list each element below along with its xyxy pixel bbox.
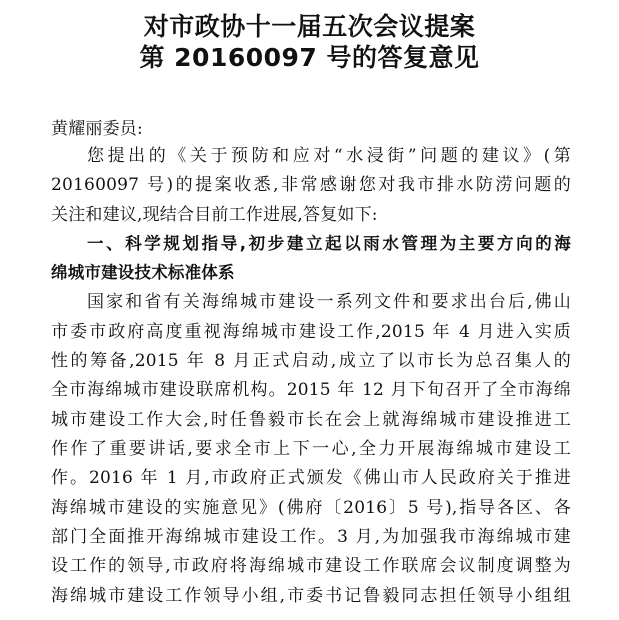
section-heading-line: 一、科学规划指导,初步建立起以雨水管理为主要方向的海 [87, 234, 571, 253]
document-title-line-1: 对市政协十一届五次会议提案 [143, 12, 476, 41]
paragraph-line: 设工作的领导,市政府将海绵城市建设工作联席会议制度调整为 [51, 556, 571, 576]
document-title-line-2: 第 20160097 号的答复意见 [139, 43, 480, 72]
paragraph-line: 国家和省有关海绵城市建设一系列文件和要求出台后,佛山 [87, 292, 571, 312]
paragraph-line: 海绵城市建设工作领导小组,市委书记鲁毅同志担任领导小组组 [51, 586, 571, 606]
paragraph-line: 城市建设工作大会,时任鲁毅市长在会上就海绵城市建设推进工 [51, 410, 571, 430]
salutation: 黄耀丽委员: [51, 119, 143, 139]
paragraph-line: 海绵城市建设的实施意见》(佛府〔2016〕5 号),指导各区、各 [51, 498, 571, 518]
paragraph-line: 市委市政府高度重视海绵城市建设工作,2015 年 4 月进入实质 [51, 322, 571, 342]
paragraph-line: 关注和建议,现结合目前工作进展,答复如下: [51, 205, 378, 225]
paragraph-line: 您提出的《关于预防和应对“水浸街”问题的建议》(第 [87, 146, 571, 166]
paragraph-line: 作。2016 年 1 月,市政府正式颁发《佛山市人民政府关于推进 [51, 468, 571, 488]
paragraph-line: 性的筹备,2015 年 8 月正式启动,成立了以市长为总召集人的 [51, 351, 571, 371]
section-heading-line: 绵城市建设技术标准体系 [51, 263, 235, 282]
paragraph-line: 20160097 号)的提案收悉,非常感谢您对我市排水防涝问题的 [51, 175, 571, 195]
paragraph-line: 全市海绵城市建设联席机构。2015 年 12 月下旬召开了全市海绵 [51, 380, 571, 400]
paragraph-line: 部门全面推开海绵城市建设工作。3 月,为加强我市海绵城市建 [51, 527, 571, 547]
paragraph-line: 作作了重要讲话,要求全市上下一心,全力开展海绵城市建设工 [51, 439, 571, 459]
